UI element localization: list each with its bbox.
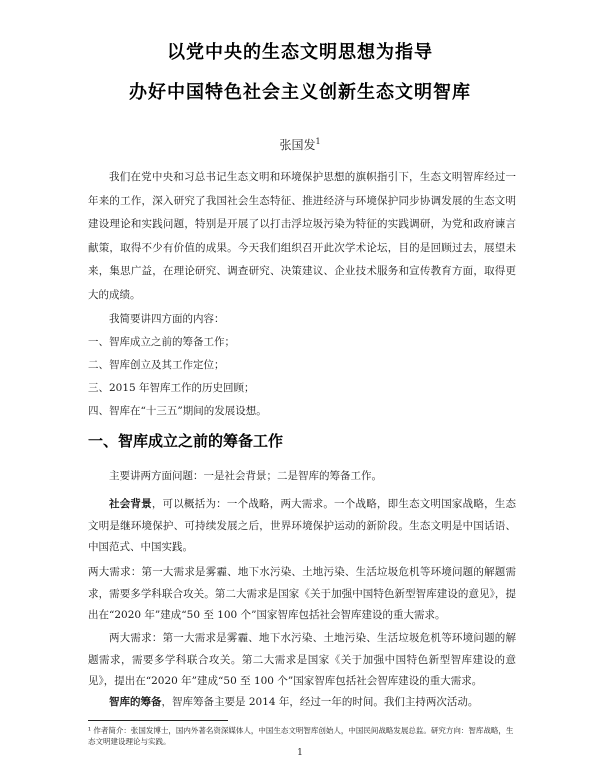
section-heading: 一、智库成立之前的筹备工作	[88, 432, 284, 450]
section-paragraph-4: 两大需求：第一大需求是雾霾、地下水污染、土地污染、生活垃圾危机等环境问题的解题需求，需要多学科联合攻关。第二大需求是国家《关于加强中国特色新型智库建设的意见》，提出在“2020 年”建成“50 至 100 个”国家智库包括社会智库建设的重大需求。	[88, 632, 516, 687]
outline-lead: 我简要讲四方面的内容：	[109, 313, 225, 325]
outline-item-4: 四、智库在“十三五”期间的发展设想。	[88, 405, 267, 417]
section-paragraph-2	[88, 494, 516, 559]
background-lead: 社会背景	[109, 498, 152, 510]
preparation-text: ，智库筹备主要是 2014 年，经过一年的时间。我们主持两次活动。	[161, 696, 479, 708]
outline-item-1: 一、智库成立之前的筹备工作；	[88, 336, 235, 348]
author-footnote-mark: 1	[315, 137, 321, 146]
background-text: ，可以概括为：一个战略，两大需求。一个战略，即生态文明国家战略，生态文明是继环境保护、可持续发展之后，世界环境保护运动的新阶段。生态文明是中国话语、中国范式、中国实践。	[88, 498, 517, 553]
footnote: ¹ 作者简介：张国发博士，国内外著名资深媒体人，中国生态文明智库创始人，中国民间战略发展总监。研究方向：智库战略，生态文明建设理论与实践。	[88, 726, 514, 746]
author-name: 张国发	[279, 138, 316, 152]
section-paragraph-1: 主要讲两方面问题：一是社会背景；二是智库的筹备工作。	[109, 470, 382, 482]
outline-item-3: 三、2015 年智库工作的历史回顾；	[88, 382, 255, 394]
title-line-2: 办好中国特色社会主义创新生态文明智库	[129, 82, 471, 103]
page-number: 1	[297, 748, 303, 758]
preparation-lead: 智库的筹备	[109, 696, 162, 708]
author	[0, 136, 600, 153]
intro-paragraph: 我们在党中央和习总书记生态文明和环境保护思想的旗帜指引下，生态文明智库经过一年来的工作，深入研究了我国社会生态特征、推进经济与环境保护同步协调发展的生态文明建设理论和实践问题，特别是开展了以打击浮垃圾污染为特征的实践调研，为党和政府谏言献策，取得不少有价值的成果。今天我们组织召开此次学术论坛，目的是回顾过去，展望未来，集思广益，在理论研究、调查研究、决策建议、企业技术服务和宣传教育方面，取得更大的成绩。	[88, 171, 516, 301]
footnote-rule	[88, 720, 228, 721]
section-paragraph-5	[88, 692, 516, 714]
section-paragraph-3: 两大需求：第一大需求是雾霾、地下水污染、土地污染、生活垃圾危机等环境问题的解题需求，需要多学科联合攻关。第二大需求是国家《关于加强中国特色新型智库建设的意见》，提出在“2020 年”建成“50 至 100 个”国家智库包括社会智库建设的重大需求。	[88, 566, 516, 621]
title-line-1: 以党中央的生态文明思想为指导	[167, 42, 433, 63]
outline-item-2: 二、智库创立及其工作定位；	[88, 359, 225, 371]
